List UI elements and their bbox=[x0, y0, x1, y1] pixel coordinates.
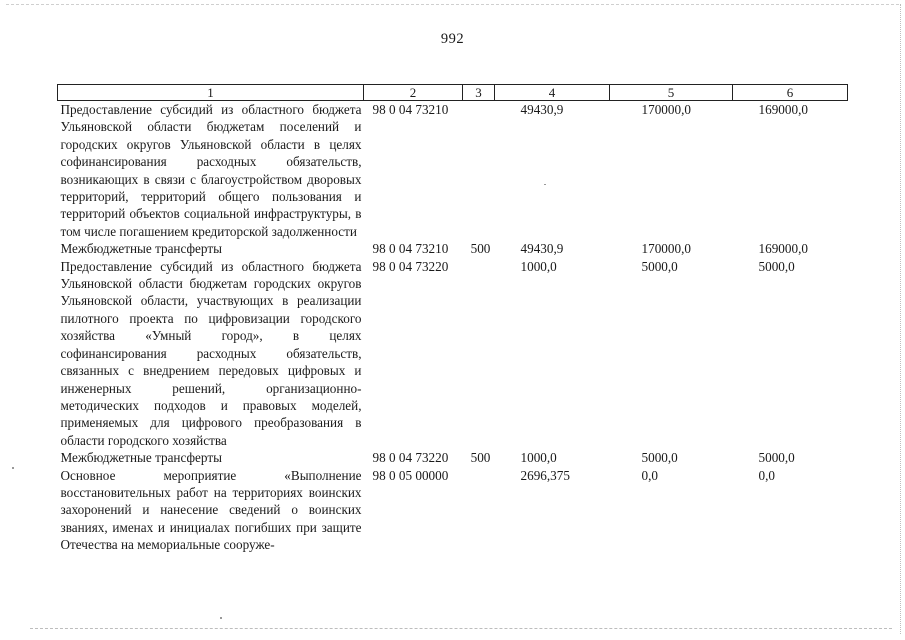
row-value-col4: 1000,0 bbox=[520, 258, 557, 274]
scan-speck bbox=[12, 467, 14, 469]
row-value-col6: 0,0 bbox=[758, 467, 775, 483]
row-value-col4: 2696,375 bbox=[520, 467, 570, 483]
row-value-col5: 170000,0 bbox=[641, 102, 691, 117]
row-code: 98 0 04 73220 bbox=[372, 450, 449, 466]
row-code: 98 0 04 73210 bbox=[372, 102, 449, 117]
row-name: Предоставление субсидий из областного бюджета Ульяновской области бюджетам поселений и городских округов Ульяновской области в целях софинансирования расходных обязательств, возникающих в связи с благоустройством дворовых территорий, территорий общего пользования и территорий объектов социальной инфраструктуры, в том числе погашением кредиторской задолженности bbox=[60, 102, 362, 239]
table-header-row bbox=[58, 85, 848, 101]
row-value-col6: 5000,0 bbox=[758, 258, 795, 274]
column-header: 2 bbox=[364, 85, 463, 101]
row-expense-type bbox=[463, 258, 495, 449]
row-name: Предоставление субсидий из областного бюджета Ульяновской области бюджетам городских округов Ульяновской области, участвующих в реализации пилотного проекта по цифровизации городского хозяйства «Умный город», в целях софинансирования расходных обязательств, связанных с внедрением передовых цифровых и инженерных решений, организационно-методических подходов и правовых моделей, применяемых для цифрового преобразования в области городского хозяйства bbox=[60, 258, 362, 448]
page-number: 992 bbox=[440, 31, 465, 47]
scan-edge-right bbox=[900, 4, 901, 634]
column-header: 1 bbox=[58, 85, 364, 101]
budget-table bbox=[57, 84, 848, 554]
table-row bbox=[58, 101, 848, 241]
table-row bbox=[58, 240, 848, 257]
row-value-col6: 169000,0 bbox=[758, 102, 808, 117]
row-code: 98 0 04 73210 bbox=[372, 241, 449, 257]
table-row bbox=[58, 258, 848, 449]
scan-edge-top bbox=[6, 4, 899, 5]
scan-speck bbox=[220, 617, 222, 619]
column-header: 3 bbox=[463, 85, 495, 101]
column-header: 6 bbox=[733, 85, 848, 101]
row-expense-type bbox=[463, 101, 495, 241]
row-value-col4: 1000,0 bbox=[520, 450, 557, 466]
column-header: 5 bbox=[610, 85, 733, 101]
scan-edge-bottom bbox=[30, 628, 892, 629]
row-value-col5: 5000,0 bbox=[641, 258, 678, 274]
row-expense-type: 500 bbox=[470, 241, 491, 257]
row-value-col4: 49430,9 bbox=[520, 102, 564, 117]
row-expense-type bbox=[463, 467, 495, 554]
row-code: 98 0 04 73220 bbox=[372, 258, 449, 274]
row-value-col4: 49430,9 bbox=[520, 241, 564, 257]
row-value-col6: 5000,0 bbox=[758, 450, 795, 466]
row-name: Основное мероприятие «Выполнение восстановительных работ на территориях воинских захоронений и нанесение сведений о воинских званиях, именах и инициалах погибших при защите Отечества на мемориальные сооруже- bbox=[60, 467, 362, 553]
row-value-col5: 0,0 bbox=[641, 467, 658, 483]
row-value-col5: 170000,0 bbox=[641, 241, 691, 257]
row-value-col5: 5000,0 bbox=[641, 450, 678, 466]
table-row bbox=[58, 449, 848, 466]
column-header: 4 bbox=[495, 85, 610, 101]
row-code: 98 0 05 00000 bbox=[372, 467, 449, 483]
table-row bbox=[58, 467, 848, 554]
row-value-col6: 169000,0 bbox=[758, 241, 808, 257]
row-name: Межбюджетные трансферты bbox=[60, 450, 222, 466]
row-expense-type: 500 bbox=[470, 450, 491, 466]
row-name: Межбюджетные трансферты bbox=[60, 241, 222, 257]
